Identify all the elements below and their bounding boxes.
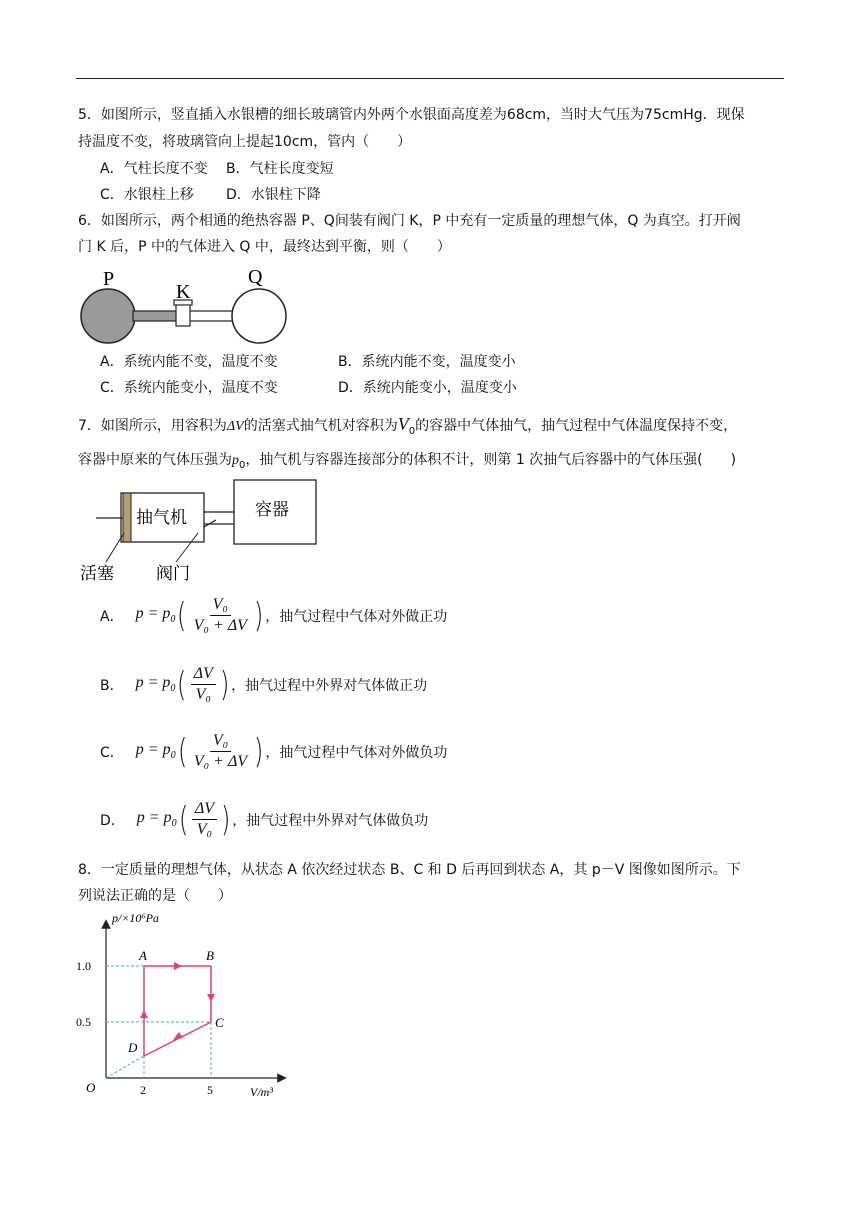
header-rule [76,78,784,79]
q6-option-d[interactable]: D．系统内能变小，温度变小 [338,380,517,396]
q6-figure-containers [76,262,296,346]
q7-option-a[interactable]: A． $p = p_0$ ( $\frac{\text{V₀}}{\text{V₀ + ΔV}}$ ) ，抽气过程中气体对外做正功 [100,595,448,636]
point-b-label: B [206,948,214,963]
q6-stem-line2: 门 K 后，P 中的气体进入 Q 中，最终达到平衡，则（ ） [78,239,451,255]
q7-stem-line1: 7．如图所示，用容积为ΔV的活塞式抽气机对容积为$V_0$的容器中气体抽气，抽气过程中气体温度保持不变， [78,414,738,437]
q7-option-c[interactable]: C． $p = p_0$ ( $\frac{\text{V₀}}{\text{V₀ + ΔV}}$ ) ，抽气过程中气体对外做负功 [100,731,448,772]
q5-option-d[interactable]: D．水银柱下降 [226,187,321,203]
x-axis-label: V/m³ [250,1085,273,1099]
point-c-label: C [215,1015,224,1030]
x-tick-5: 5 [207,1083,213,1097]
q7-stem-line2: 容器中原来的气体压强为$p_0$，抽气机与容器连接部分的体积不计，则第 1 次抽气后容器中的气体压强( ) [78,452,737,471]
arrow-bc [207,994,215,1002]
point-a-label: A [139,948,147,963]
q7-label-pump: 抽气机 [136,508,187,528]
q6-option-b[interactable]: B．系统内能不变，温度变小 [338,354,516,370]
arrow-ab [174,962,182,970]
q6-option-c[interactable]: C．系统内能变小，温度不变 [100,380,278,396]
q8-stem-line1: 8．一定质量的理想气体，从状态 A 依次经过状态 B、C 和 D 后再回到状态 A，其 p－V 图像如图所示。下 [78,862,741,878]
x-tick-2: 2 [140,1083,146,1097]
q5-option-a[interactable]: A．气柱长度不变 [100,161,208,177]
q5-option-c[interactable]: C．水银柱上移 [100,187,194,203]
q7-label-valve: 阀门 [156,564,190,584]
q7-figure-pump [76,478,326,584]
point-d-label: D [128,1040,138,1055]
q6-stem-line1: 6．如图所示，两个相通的绝热容器 P、Q间装有阀门 K，P 中充有一定质量的理想气体，Q 为真空。打开阀 [78,213,741,229]
q6-label-p: P [103,268,115,290]
q7-option-b[interactable]: B． $p = p_0$ ( $\frac{\Delta V}{\text{V₀}}$ ) ，抽气过程中外界对气体做正功 [100,664,428,705]
q5-option-b[interactable]: B．气柱长度变短 [226,161,334,177]
q6-label-q: Q [248,266,263,288]
y-tick-0.5: 0.5 [76,1015,91,1029]
origin-label: O [86,1080,96,1095]
q8-stem-line2: 列说法正确的是（ ） [78,888,232,904]
q7-label-container: 容器 [255,500,289,520]
y-axis-label: p/×10⁶Pa [112,911,159,925]
q8-pv-graph [76,910,292,1102]
arrow-da [140,1010,148,1018]
q7-option-d[interactable]: D． $p = p_0$ ( $\frac{\Delta V}{\text{V₀}}$ ) ，抽气过程中外界对气体做负功 [100,799,429,840]
arrow-cd [173,1032,183,1040]
q5-stem-line2: 持温度不变，将玻璃管向上提起10cm，管内（ ） [78,134,412,150]
q5-stem-line1: 5．如图所示，竖直插入水银槽的细长玻璃管内外两个水银面高度差为68cm，当时大气压为75cmHg．现保 [78,107,745,123]
q6-label-k: K [176,281,191,303]
q6-option-a[interactable]: A．系统内能不变，温度不变 [100,354,278,370]
q7-label-piston: 活塞 [80,564,114,584]
y-tick-1: 1.0 [76,959,91,973]
